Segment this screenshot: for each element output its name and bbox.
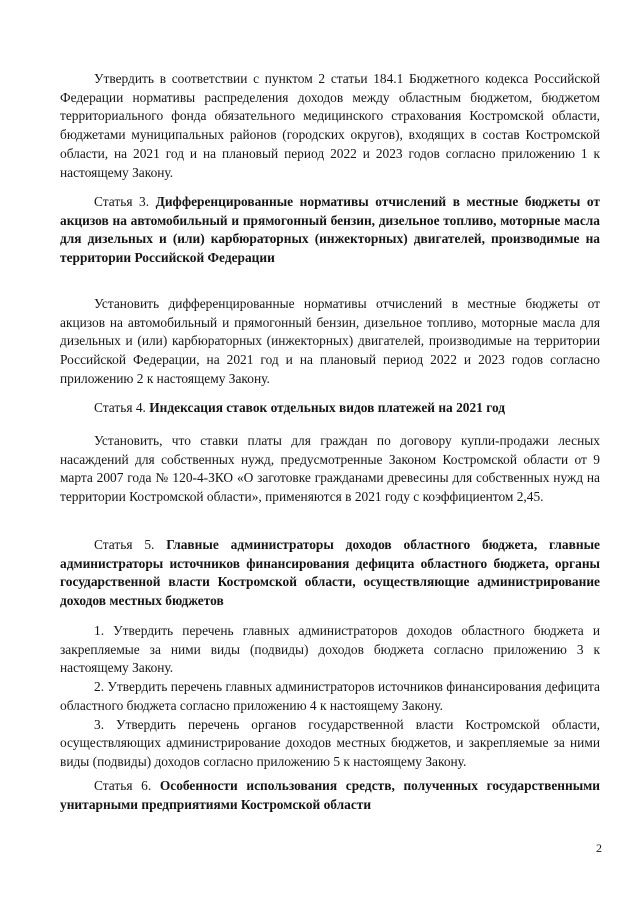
list-item: 2. Утвердить перечень главных администраторов источников финансирования дефицита областного бюджета согласно приложению 4 к настоящему Закону. — [60, 679, 600, 713]
list-item: 3. Утвердить перечень органов государственной власти Костромской области, осуществляющих администрирование доходов местных бюджетов, и закрепляемые за ними виды (подвиды) доходов согласно приложению 5 к настоящему Закону. — [60, 716, 600, 769]
article-3 — [60, 193, 600, 268]
article-5 — [60, 536, 600, 611]
article-5-heading — [60, 536, 600, 611]
article-5-list — [60, 622, 600, 772]
paragraph-budget-norms — [60, 70, 600, 182]
article-4-heading — [60, 399, 600, 418]
article-3-title: Дифференцированные нормативы отчислений в местные бюджеты от акцизов на автомобильный и прямогонный бензин, дизельное топливо, моторные масла для дизельных и (или) карбюраторных (инжекторных) двигателей, производимые на территории Российской Федерации — [60, 194, 600, 266]
page-number: 2 — [596, 841, 602, 855]
article-4-label: Статья 4. — [94, 400, 146, 415]
article-6-heading — [60, 777, 600, 814]
list-item: 1. Утвердить перечень главных администраторов доходов областного бюджета и закрепляемые за ними виды (подвиды) доходов бюджета согласно приложению 3 к настоящему Закону. — [60, 623, 600, 676]
article-5-title: Главные администраторы доходов областного бюджета, главные администраторы источников финансирования дефицита областного бюджета, органы государственной власти Костромской области, осуществляющие администрирование доходов местных бюджетов — [60, 537, 600, 609]
article-6-label: Статья 6. — [94, 778, 152, 793]
article-4-title: Индексация ставок отдельных видов платежей на 2021 год — [149, 400, 506, 415]
article-4-body — [60, 432, 600, 507]
paragraph-text: Утвердить в соответствии с пунктом 2 статьи 184.1 Бюджетного кодекса Российской Федерации нормативы распределения доходов между областным бюджетом, бюджетом территориального фонда обязательного медицинского страхования Костромской области, бюджетами муниципальных районов (городских округов), входящих в состав Костромской области, на 2021 год и на плановый период 2022 и 2023 годов согласно приложению 1 к настоящему Закону. — [60, 71, 600, 180]
article-3-heading — [60, 193, 600, 268]
article-3-label: Статья 3. — [94, 194, 150, 209]
article-3-body — [60, 295, 600, 389]
article-3-text: Установить дифференцированные нормативы отчислений в местные бюджеты от акцизов на автомобильный и прямогонный бензин, дизельное топливо, моторные масла для дизельных и (или) карбюраторных (инжекторных) двигателей, производимые на территории Российской Федерации, на 2021 год и на плановый период 2022 и 2023 годов согласно приложению 2 к настоящему Закону. — [60, 296, 600, 386]
article-6-title: Особенности использования средств, полученных государственными унитарными предприятиями Костромской области — [60, 778, 600, 812]
article-5-label: Статья 5. — [94, 537, 155, 552]
article-4-text: Установить, что ставки платы для граждан по договору купли-продажи лесных насаждений для собственных нужд, предусмотренные Законом Костромской области от 9 марта 2007 года № 120-4-ЗКО «О заготовке гражданами древесины для собственных нужд на территории Костромской области», применяются в 2021 году с коэффициентом 2,45. — [60, 433, 600, 505]
article-6 — [60, 777, 600, 814]
article-4 — [60, 399, 600, 418]
